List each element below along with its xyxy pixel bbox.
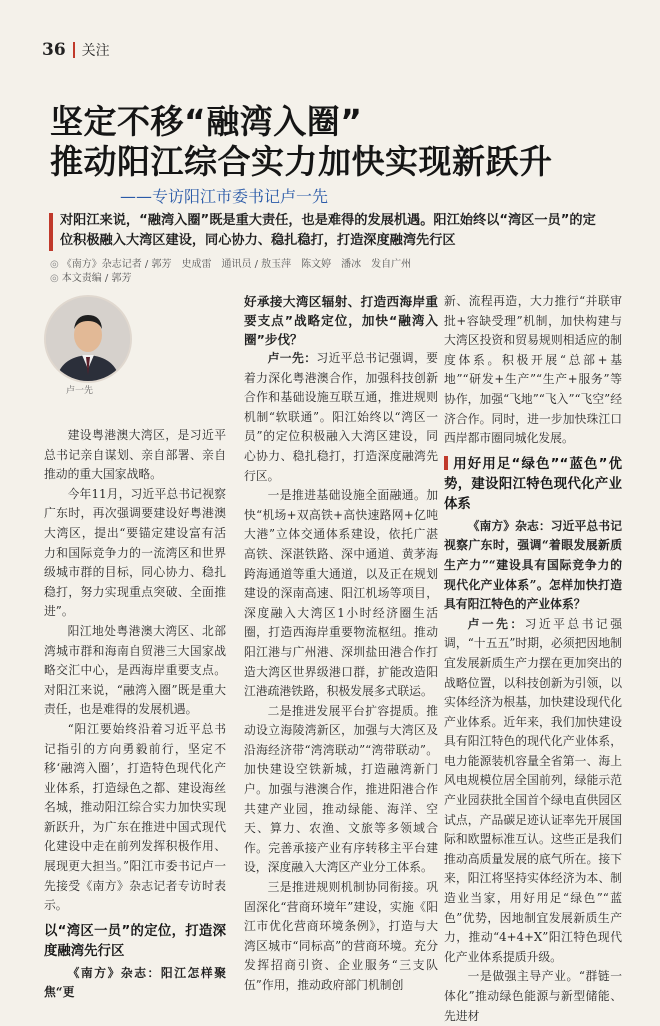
byline [50,255,411,270]
headline-line-2: 推动阳江综合实力加快实现新跃升 [50,142,553,181]
lead-accent-bar [49,213,53,251]
column-1 [44,426,226,1003]
headline-line-1: 坚定不移“融湾入圈” [50,102,363,141]
portrait-photo [44,295,132,383]
body-paragraph-cont: 新、流程再造，大力推行“并联审批+容缺受理”机制，加快构建与大湾区投资和贸易规则相适应的制度体系。积极开展“总部+基地”“研发+生产”“生产+服务”等协作，加强“飞地”“飞入”“飞空”经济合作。同时，进一步加快珠江口西岸都市圈同城化发展。 [444,294,622,446]
body-paragraph: 今年11月，习近平总书记视察广东时，再次强调要建设好粤港澳大湾区，提出“要锚定建设富有活力和国际竞争力的一流湾区和世界级城市群的目标，同心协力、稳扎稳打，努力实现重点突破、全面推进”。 [44,486,226,619]
editor-credit [50,269,131,284]
editor-text: 本文责编 / 郭芳 [61,273,132,284]
photo-caption: 卢一先 [66,386,94,396]
body-paragraph: 一是推进基础设施全面融通。加快“机场+双高铁+高快速路网+亿吨大港”立体交通体系建设，依托广湛高铁、深湛铁路、深中通道、黄茅海跨海通道等重大通道，以及正在规划建设的深南高速、阳江机场等项目，深度融入大湾区1小时经济圈生活圈，打造西海岸重要物流枢纽。推动阳江港与广州港、深圳盐田港合作打造大湾区世界级港口群，扩能改造阳江港疏港铁路，积极发展多式联运。 [244,488,438,699]
page-number: 36 [42,40,66,60]
answer-label: 卢一先： [267,351,317,365]
interview-question: 《南方》杂志：阳江怎样聚焦“更 [44,965,226,1000]
section-heading-text: 用好用足“绿色”“蓝色”优势，建设阳江特色现代化产业体系 [444,456,622,512]
header-divider [73,42,75,58]
byline-text: 《南方》杂志记者 / 郭芳 史成雷 通讯员 / 敖玉萍 陈文婷 潘冰 发自广州 [61,259,412,270]
answer-text: 习近平总书记强调，“十五五”时期，必须把因地制宜发展新质生产力摆在更加突出的战略位置，以科技创新为引领，以实体经济为根基，加快建设现代化产业体系。近年来，我们加快建设具有阳江特色的现代化产业体系，电力能源装机容量全省第一、海上风电规模位居全国前列，绿能示范产业园获批全国首个绿电直供园区试点，产品碳足迹认证率先开展国际和欧盟标准互认。这些正是我们推动高质量发展的底气所在。接下来，阳江将坚持实体经济为本、制造业当家，用好用足“绿色”“蓝色”优势，因地制宜发展新质生产力，推动“4+4+X”阳江特色现代化产业体系提质升级。 [444,616,622,964]
body-paragraph: 三是推进规则机制协同衔接。巩固深化“营商环境年”建设，实施《阳江市优化营商环境条例》，打造与大湾区城市“同标高”的营商环境。充分发挥招商引资、企业服务“三支队伍”作用，推动政府部门机制创 [244,880,438,992]
editor-mark-icon: ◎ [50,273,59,284]
interview-question-cont: 好承接大湾区辐射、打造西海岸重要支点”战略定位，加快“融湾入圈”步伐？ [244,294,438,347]
column-2 [244,292,438,996]
interview-question: 《南方》杂志：习近平总书记视察广东时，强调“着眼发展新质生产力”“建设具有国际竞争力的现代化产业体系”。怎样加快打造具有阳江特色的产业体系？ [444,518,622,612]
body-paragraph: “阳江要始终沿着习近平总书记指引的方向勇毅前行，坚定不移‘融湾入圈’，打造特色现代化产业体系，打造绿色之都、建设海丝名城，推动阳江综合实力加快实现新跃升，为广东在推进中国式现代化建设中走在前列发挥积极作用、展现更大担当。”阳江市委书记卢一先接受《南方》杂志记者专访时表示。 [44,721,226,913]
section-heading-1: 以“湾区一员”的定位，打造深度融湾先行区 [44,923,226,959]
byline-mark-icon: ◎ [50,259,59,270]
body-paragraph: 建设粤港澳大湾区，是习近平总书记亲自谋划、亲自部署、亲自推动的重大国家战略。 [44,428,226,482]
answer-text: 习近平总书记强调，要着力深化粤港澳合作，加强科技创新合作和基础设施互联互通，推进规则机制“软联通”。阳江始终以“湾区一员”的定位积极融入大湾区建设，同心协力、稳扎稳打，打造深度融湾先行区。 [244,351,438,483]
body-paragraph: 二是推进发展平台扩容提质。推动设立海陵湾新区，加强与大湾区及沿海经济带“湾湾联动”“湾带联动”。加快建设空铁新城，打造融湾新门户。加强与港澳合作，推进阳港合作共建产业园，推动绿能、海洋、空天、算力、农渔、文旅等多领域合作。完善承接产业有序转移主平台建设，深度融入大湾区产业分工体系。 [244,703,438,875]
body-paragraph: 一是做强主导产业。“群链一体化”推动绿色能源与新型储能、先进材 [444,969,622,1023]
lead-paragraph: 对阳江来说，“融湾入圈”既是重大责任，也是难得的发展机遇。阳江始终以“湾区一员”的定位积极融入大湾区建设，同心协力、稳扎稳打，打造深度融湾先行区 [60,213,596,248]
answer-paragraph [244,349,438,486]
body-paragraph: 阳江地处粤港澳大湾区、北部湾城市群和海南自贸港三大国家战略交汇中心，是西海岸重要支点。对阳江来说，“融湾入圈”既是重大责任，也是难得的发展机遇。 [44,623,226,717]
subtitle: ——专访阳江市委书记卢一先 [120,187,329,206]
answer-label: 卢一先： [467,616,525,631]
portrait-icon [46,297,130,381]
column-3 [444,292,622,1026]
answer-paragraph [444,615,622,968]
page-header [42,40,110,60]
section-heading-2 [444,455,622,515]
section-name: 关注 [81,43,110,59]
section-accent-bar [444,456,448,470]
